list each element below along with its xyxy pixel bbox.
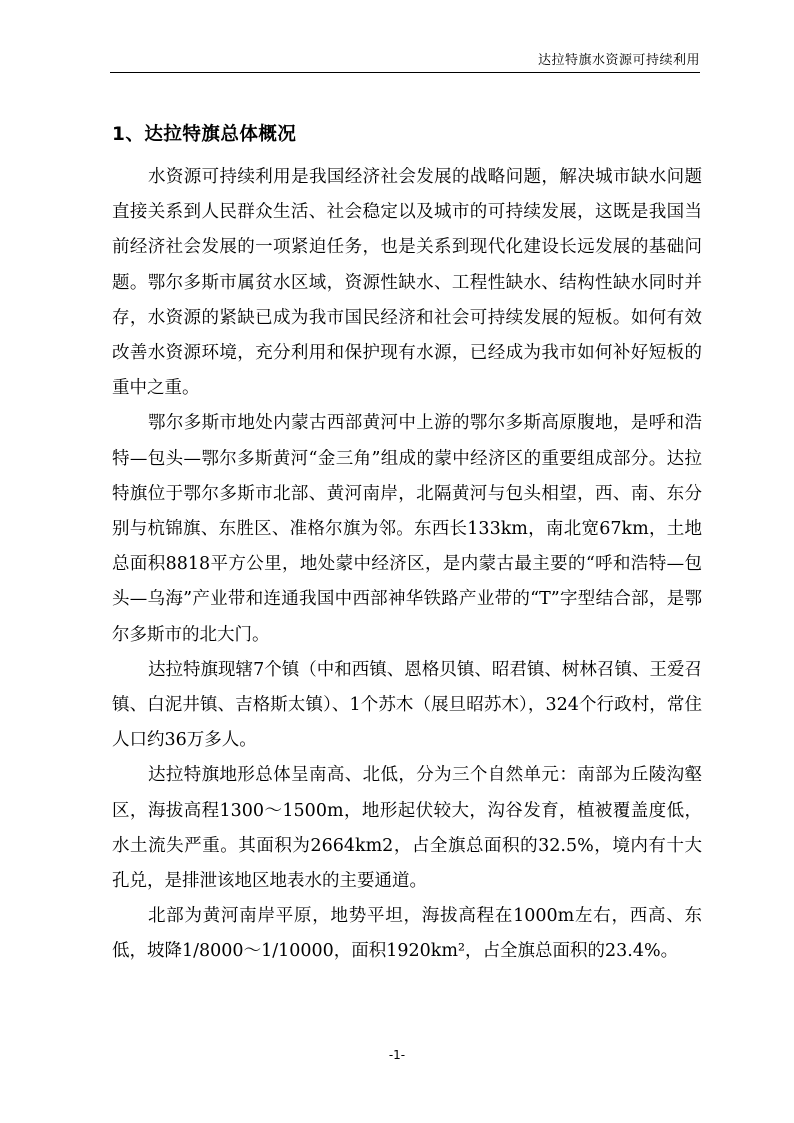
- paragraph-location: 鄂尔多斯市地处内蒙古西部黄河中上游的鄂尔多斯高原腹地，是呼和浩特—包头—鄂尔多斯黄河“金三角”组成的蒙中经济区的重要组成部分。达拉特旗位于鄂尔多斯市北部、黄河南岸，北隔黄河与包头相望，西、南、东分别与杭锦旗、东胜区、准格尔旗为邻。东西长133km，南北宽67km，土地总面积8818平方公里，地处蒙中经济区，是内蒙古最主要的“呼和浩特—包头—乌海”产业带和连通我国中西部神华铁路产业带的“T”字型结合部，是鄂尔多斯市的北大门。: [112, 413, 702, 645]
- section-heading: 1、达拉特旗总体概况: [112, 124, 297, 145]
- paragraph-water-resources-intro: 水资源可持续利用是我国经济社会发展的战略问题，解决城市缺水问题直接关系到人民群众生活、社会稳定以及城市的可持续发展，这既是我国当前经济社会发展的一项紧迫任务，也是关系到现代化建设长远发展的基础问题。鄂尔多斯市属贫水区域，资源性缺水、工程性缺水、结构性缺水同时并存，水资源的紧缺已成为我市国民经济和社会可持续发展的短板。如何有效改善水资源环境，充分利用和保护现有水源，已经成为我市如何补好短板的重中之重。: [112, 167, 702, 399]
- paragraph-terrain-south: 达拉特旗地形总体呈南高、北低，分为三个自然单元：南部为丘陵沟壑区，海拔高程1300～1500m，地形起伏较大，沟谷发育，植被覆盖度低，水土流失严重。其面积为2664km2，占全旗总面积的32.5%，境内有十大孔兑，是排泄该地区地表水的主要通道。: [112, 765, 702, 892]
- running-header-title: 达拉特旗水资源可持续利用: [537, 53, 700, 68]
- running-header: [110, 50, 700, 73]
- paragraph-terrain-north: 北部为黄河南岸平原，地势平坦，海拔高程在1000m左右，西高、东低，坡降1/8000～1/10000，面积1920km²，占全旗总面积的23.4%。: [112, 906, 702, 962]
- body-text: [112, 160, 702, 970]
- paragraph-administrative-divisions: 达拉特旗现辖7个镇（中和西镇、恩格贝镇、昭君镇、树林召镇、王爱召镇、白泥井镇、吉格斯太镇）、1个苏木（展旦昭苏木），324个行政村，常住人口约36万多人。: [112, 659, 702, 751]
- page-number: -1-: [388, 1048, 406, 1062]
